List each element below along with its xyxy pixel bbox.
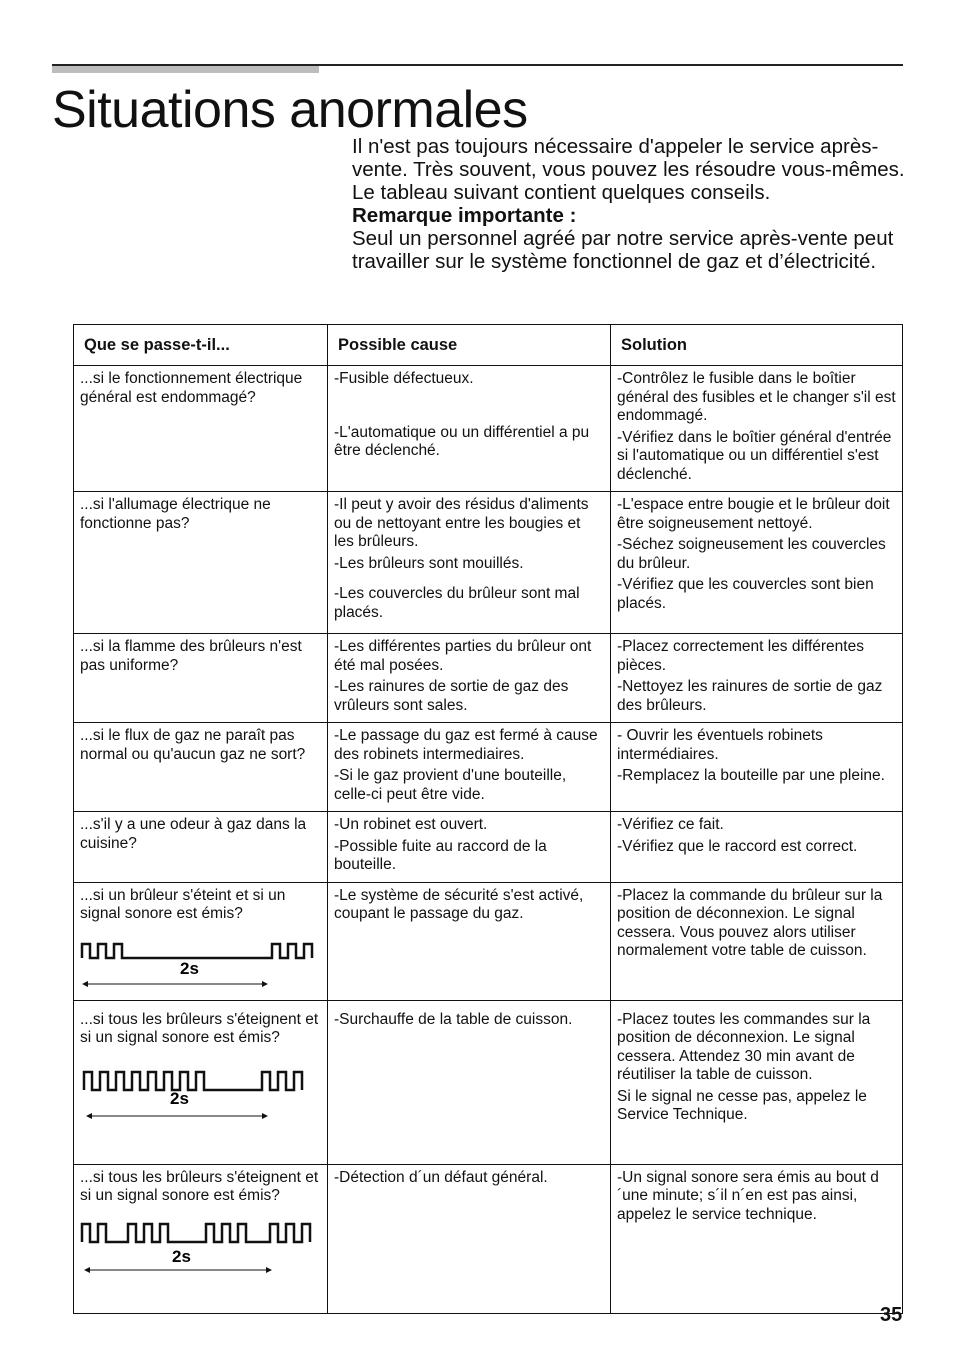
signal-waveform — [84, 1072, 302, 1090]
cause-cell — [328, 366, 611, 492]
solution-text: -Remplacez la bouteille par une pleine. — [617, 767, 885, 784]
problem-cell — [74, 634, 328, 723]
arrow-left-head — [84, 1267, 90, 1273]
problem-text: ...si tous les brûleurs s'éteignent et si un signal sonore est émis? — [80, 1010, 319, 1046]
problem-text: ...si le flux de gaz ne paraît pas normal ou qu'aucun gaz ne sort? — [80, 727, 306, 763]
solution-text: -Séchez soigneusement les couvercles du brûleur. — [617, 536, 886, 572]
problem-cell — [74, 492, 328, 634]
problem-cell — [74, 366, 328, 492]
solution-text: -Vérifiez que le raccord est correct. — [617, 837, 858, 855]
table-row — [74, 812, 903, 883]
note-heading: Remarque importante : — [352, 204, 577, 227]
solution-text: -Vérifiez que les couvercles sont bien placés. — [617, 576, 874, 612]
problem-cell — [74, 1164, 328, 1313]
cause-cell — [328, 812, 611, 883]
arrow-right-head — [262, 981, 268, 987]
problem-cell — [74, 812, 328, 883]
column-header-cause: Possible cause — [328, 325, 611, 366]
solution-cell — [611, 1164, 903, 1313]
solution-text: -Contrôlez le fusible dans le boîtier général des fusibles et le changer s'il est endommagé. — [617, 370, 896, 424]
intro-paragraph-1: Il n'est pas toujours nécessaire d'appeler le service après-vente. Très souvent, vous pouvez les résoudre vous-mêmes. — [352, 135, 905, 181]
solution-cell — [611, 882, 903, 1000]
solution-cell — [611, 812, 903, 883]
cause-cell — [328, 723, 611, 812]
table-row — [74, 882, 903, 1000]
arrow-right-head — [262, 1113, 268, 1119]
solution-cell — [611, 634, 903, 723]
beep-signal-diagram — [80, 932, 320, 990]
beep-signal-diagram — [80, 1214, 320, 1274]
signal-duration-label: 2s — [172, 1246, 191, 1266]
cause-text: -L'automatique ou un différentiel a pu être déclenché. — [334, 423, 590, 459]
table-row — [74, 723, 903, 812]
arrow-left-head — [86, 1113, 92, 1119]
table-row — [74, 492, 903, 634]
solution-text: -Vérifiez dans le boîtier général d'entrée si l'automatique ou un différentiel s'est déclenché. — [617, 428, 892, 483]
arrow-right-head — [266, 1267, 272, 1273]
solution-text: -Placez la commande du brûleur sur la position de déconnexion. Le signal cessera. Vous pouvez alors utiliser normalement votre table de cuisson. — [617, 886, 883, 959]
cause-text: -Les rainures de sortie de gaz des vrûleurs sont sales. — [334, 678, 569, 714]
page-title: Situations anormales — [52, 81, 528, 139]
cause-text: -Fusible défectueux. — [334, 370, 474, 387]
cause-cell — [328, 634, 611, 723]
problem-text: ...s'il y a une odeur à gaz dans la cuisine? — [80, 816, 307, 852]
table-row — [74, 634, 903, 723]
column-header-problem: Que se passe-t-il... — [74, 325, 328, 366]
cause-text: -Les couvercles du brûleur sont mal placés. — [334, 585, 580, 621]
problem-text: ...si tous les brûleurs s'éteignent et si un signal sonore est émis? — [80, 1168, 319, 1204]
signal-waveform — [82, 944, 312, 958]
arrow-left-head — [82, 981, 88, 987]
problem-text: ...si un brûleur s'éteint et si un signal sonore est émis? — [80, 886, 286, 922]
cause-text: -Un robinet est ouvert. — [334, 816, 488, 833]
solution-text: -Placez toutes les commandes sur la position de déconnexion. Le signal cessera. Attendez 30 min avant de réutiliser la table de cuisson. — [617, 1010, 871, 1083]
solution-text: -Vérifiez ce fait. — [617, 816, 724, 833]
cause-cell — [328, 882, 611, 1000]
cause-text: -Surchauffe de la table de cuisson. — [334, 1010, 573, 1028]
cause-text: -Si le gaz provient d'une bouteille, celle-ci peut être vide. — [334, 767, 567, 803]
intro-paragraph-2: Le tableau suivant contient quelques conseils. — [352, 181, 771, 204]
solution-text: -Un signal sonore sera émis au bout d´une minute; s´il n´en est pas ainsi, appelez le service technique. — [617, 1168, 879, 1223]
signal-waveform — [82, 1224, 310, 1242]
cause-text: -Détection d´un défaut général. — [334, 1168, 548, 1186]
cause-text: -Le système de sécurité s'est activé, coupant le passage du gaz. — [334, 886, 584, 922]
table-header-row — [74, 325, 903, 366]
solution-cell — [611, 366, 903, 492]
cause-text: -Il peut y avoir des résidus d'aliments ou de nettoyant entre les bougies et les brûleurs. — [334, 496, 589, 550]
beep-signal-diagram — [80, 1062, 320, 1122]
problem-text: ...si la flamme des brûleurs n'est pas uniforme? — [80, 638, 302, 674]
problem-cell — [74, 1000, 328, 1164]
solution-text: -Placez correctement les différentes pièces. — [617, 638, 864, 674]
solution-text: - Ouvrir les éventuels robinets intermédiaires. — [617, 727, 823, 763]
solution-cell — [611, 1000, 903, 1164]
table-row — [74, 1000, 903, 1164]
solution-cell — [611, 492, 903, 634]
problem-cell — [74, 882, 328, 1000]
solution-cell — [611, 723, 903, 812]
note-text: Seul un personnel agréé par notre service après-vente peut travailler sur le système fonctionnel de gaz et d’électricité. — [352, 227, 894, 273]
cause-cell — [328, 492, 611, 634]
page-number: 35 — [880, 1304, 903, 1326]
solution-text: -L'espace entre bougie et le brûleur doit être soigneusement nettoyé. — [617, 496, 890, 532]
signal-duration-label: 2s — [170, 1088, 189, 1108]
table-row — [74, 366, 903, 492]
table-row — [74, 1164, 903, 1313]
signal-duration-label: 2s — [180, 958, 199, 978]
troubleshooting-table — [73, 324, 903, 1314]
cause-text: -Le passage du gaz est fermé à cause des robinets intermediaires. — [334, 727, 598, 763]
cause-text: -Les brûleurs sont mouillés. — [334, 554, 524, 572]
problem-text: ...si le fonctionnement électrique général est endommagé? — [80, 370, 303, 406]
intro-text — [352, 135, 912, 273]
cause-cell — [328, 1164, 611, 1313]
column-header-solution: Solution — [611, 325, 903, 366]
cause-text: -Les différentes parties du brûleur ont été mal posées. — [334, 638, 592, 674]
header-bar — [52, 66, 319, 73]
solution-text: Si le signal ne cesse pas, appelez le Service Technique. — [617, 1087, 867, 1123]
cause-text: -Possible fuite au raccord de la bouteille. — [334, 837, 547, 873]
cause-cell — [328, 1000, 611, 1164]
problem-cell — [74, 723, 328, 812]
solution-text: -Nettoyez les rainures de sortie de gaz des brûleurs. — [617, 678, 883, 714]
problem-text: ...si l'allumage électrique ne fonctionne pas? — [80, 496, 271, 532]
